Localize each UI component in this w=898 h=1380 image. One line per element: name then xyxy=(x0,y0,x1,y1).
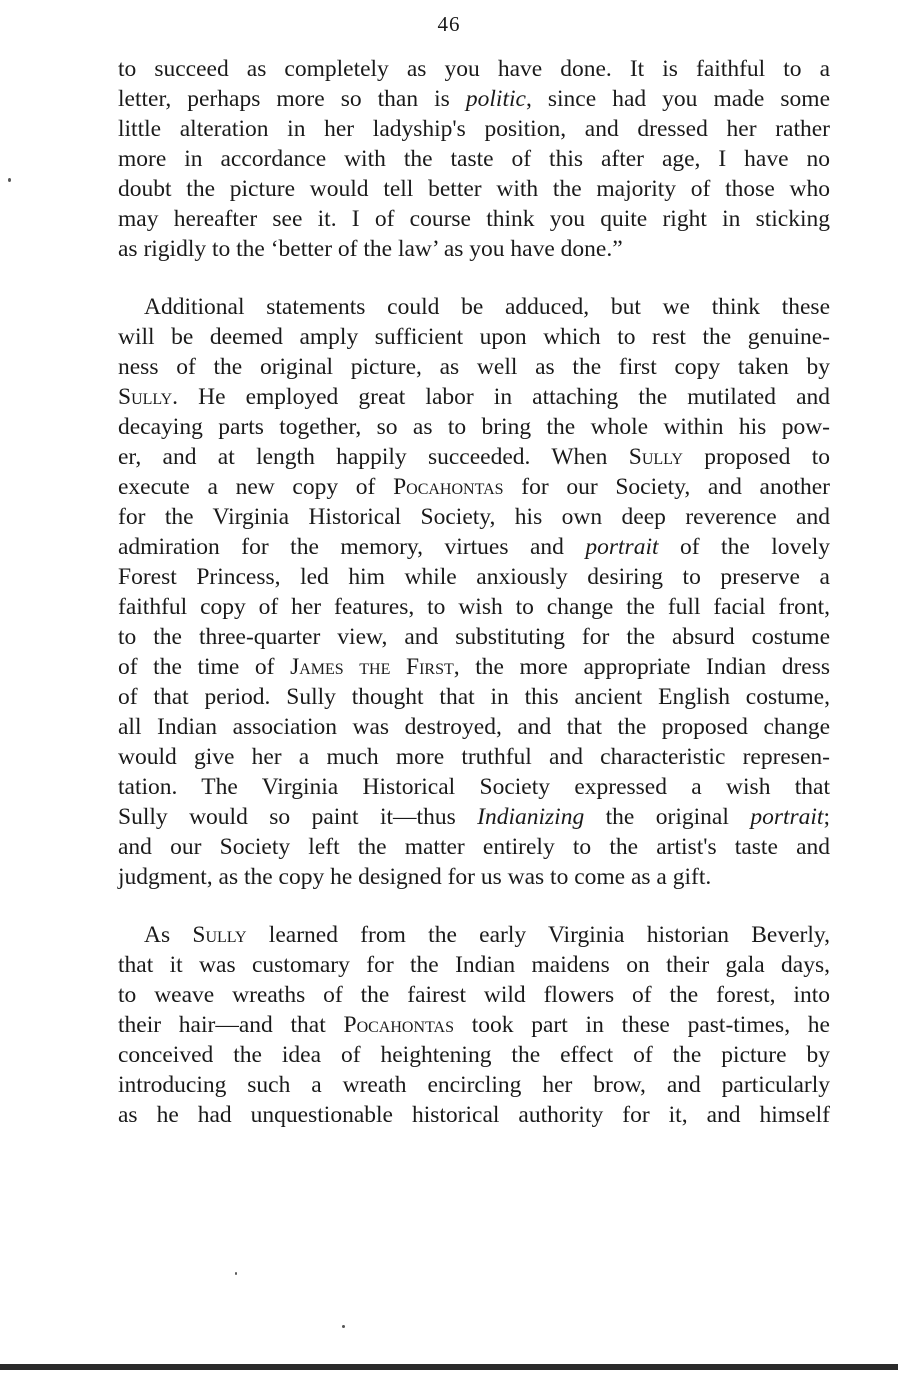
page-number: 46 xyxy=(437,12,461,36)
text-line: may hereafter see it. I of course think you quite right in sticking xyxy=(118,206,830,232)
text-line: decaying parts together, so as to bring the whole within his pow- xyxy=(118,414,830,440)
text-line: would give her a much more truthful and characteristic represen- xyxy=(118,744,830,770)
text-line: Forest Princess, led him while anxiously desiring to preserve a xyxy=(118,564,830,590)
scan-speck xyxy=(235,1272,237,1275)
text-line: their hair—and that Pocahontas took part in these past-times, he xyxy=(118,1012,830,1038)
text-line: and our Society left the matter entirely to the artist's taste and xyxy=(118,834,830,860)
text-line: all Indian association was destroyed, and that the proposed change xyxy=(118,714,830,740)
text-line: as he had unquestionable historical authority for it, and himself xyxy=(118,1102,830,1128)
text-line: er, and at length happily succeeded. When Sully proposed to xyxy=(118,444,830,470)
text-line: execute a new copy of Pocahontas for our Society, and another xyxy=(118,474,830,500)
text-line: Additional statements could be adduced, but we think these xyxy=(144,294,830,320)
text-line: to weave wreaths of the fairest wild flowers of the forest, into xyxy=(118,982,830,1008)
text-line: Sully. He employed great labor in attaching the mutilated and xyxy=(118,384,830,410)
text-line: admiration for the memory, virtues and portrait of the lovely xyxy=(118,534,830,560)
text-line: faithful copy of her features, to wish to change the full facial front, xyxy=(118,594,830,620)
text-line: tation. The Virginia Historical Society expressed a wish that xyxy=(118,774,830,800)
text-line: of that period. Sully thought that in this ancient English costume, xyxy=(118,684,830,710)
text-line: to the three-quarter view, and substituting for the absurd costume xyxy=(118,624,830,650)
text-line: that it was customary for the Indian maidens on their gala days, xyxy=(118,952,830,978)
scan-bottom-edge xyxy=(0,1364,898,1370)
text-line: letter, perhaps more so than is politic, since had you made some xyxy=(118,86,831,112)
text-line: Sully would so paint it—thus Indianizing the original portrait; xyxy=(118,804,830,830)
text-line: for the Virginia Historical Society, his own deep reverence and xyxy=(118,504,830,530)
text-line: ness of the original picture, as well as the first copy taken by xyxy=(118,354,830,380)
text-line: doubt the picture would tell better with the majority of those who xyxy=(118,176,830,202)
text-line: will be deemed amply sufficient upon which to rest the genuine- xyxy=(118,324,830,350)
text-line: conceived the idea of heightening the effect of the picture by xyxy=(118,1042,830,1068)
text-line: to succeed as completely as you have done. It is faithful to a xyxy=(118,56,830,82)
text-line: little alteration in her ladyship's position, and dressed her rather xyxy=(118,116,830,142)
text-line: more in accordance with the taste of this after age, I have no xyxy=(118,146,830,172)
text-line: introducing such a wreath encircling her brow, and particularly xyxy=(118,1072,830,1098)
text-line: as rigidly to the ‘better of the law’ as you have done.” xyxy=(118,236,623,262)
text-line: As Sully learned from the early Virginia historian Beverly, xyxy=(144,922,830,948)
text-line: judgment, as the copy he designed for us was to come as a gift. xyxy=(118,864,712,890)
text-line: of the time of James the First, the more appropriate Indian dress xyxy=(118,654,830,680)
scan-speck xyxy=(8,178,11,182)
scan-speck xyxy=(342,1325,345,1328)
